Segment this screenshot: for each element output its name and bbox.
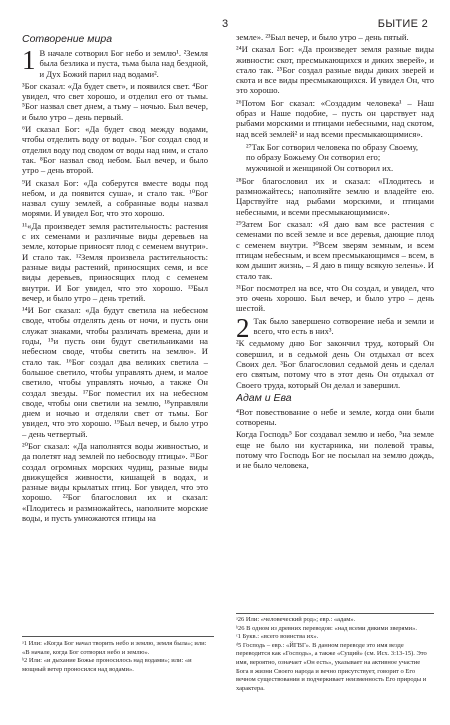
verse-paragraph: ²К седьмому дню Бог закончил труд, который Он совершил, и в седьмой день Он отдыхал от всех Своих дел. ³Бог благословил седьмой день и сделал его святым, потому что в этот день Он отдыхал от Своего труда, который Он делал и завершил. [236, 338, 434, 390]
poem-line: по образу Божьему Он сотворил его; [246, 152, 381, 163]
verse-paragraph: ⁶И сказал Бог: «Да будет свод между водами, чтобы отделить воду от воды». ⁷Бог создал свод и отделил воду под сводом от воды над ним, и стало так. ⁸Бог назвал свод небом. Был вечер, и было утро – день второй. [22, 124, 208, 176]
footnote: ᶜ1 Букв.: «всего воинства их». [236, 633, 319, 641]
left-column [22, 32, 208, 628]
running-head: БЫТИЕ 2 [377, 18, 428, 30]
verse-paragraph: ¹¹«Да произведет земля растительность: растения с их семенами и различные виды деревьев на земле, которые приносят плод с семенем внутри». И стало так. ¹²Земля произвела растительность: разные виды растений, приносящих семя, и все виды деревьев, приносящих плод с семенем внутри. И Бог увидел, что это хорошо. ¹³Был вечер, и было утро – день третий. [22, 220, 208, 303]
poem-line: мужчиной и женщиной Он сотворил их. [246, 162, 394, 173]
section-heading: Адам и Ева [236, 391, 292, 404]
verse-paragraph: ⁹И сказал Бог: «Да соберутся вместе воды под небом, и да появится суша», и стало так. ¹⁰Бог назвал сушу землей, а собранные воды назвал морями. И увидел Бог, что это хорошо. [22, 177, 208, 219]
footnotes-left [22, 640, 214, 674]
verse-paragraph: ³¹Бог посмотрел на все, что Он создал, и увидел, что это очень хорошо. Был вечер, и было утро – день шестой. [236, 282, 434, 314]
verse-paragraph: ²⁴И сказал Бог: «Да произведет земля разные виды живности: скот, пресмыкающихся и диких зверей», и стало так. ²⁵Бог создал разные виды диких зверей и скота и все виды пресмыкающихся. И увидел Он, что это хорошо. [236, 44, 434, 96]
verse-paragraph: ²⁶Потом Бог сказал: «Создадим человека¹ – Наш образ и Наше подобие, – пусть он царствует над рыбами морскими и птицами небесными, над скотом, над всей землей² и над всеми пресмыкающимися». [236, 97, 434, 139]
footnote-divider [236, 613, 434, 614]
footnote: ᵃ1 Или: «Когда Бог начал творить небо и землю, земля была»; или: «В начале, когда Бог сотворил небо и землю». [22, 640, 207, 656]
verse-paragraph: Когда Господь⁵ Бог создавал землю и небо, ⁵на земле еще не было ни кустарника, ни полевой травы, потому что Господь Бог не посылал на землю дождь, и не было человека, [236, 429, 434, 471]
page-number: 3 [221, 18, 229, 30]
poetic-verse [246, 142, 434, 173]
chapter-number: 1 [22, 45, 36, 75]
chapter-number: 2 [236, 312, 250, 343]
poem-line: ²⁷Так Бог сотворил человека по образу Своему, [246, 141, 419, 152]
verse-paragraph: ³Бог сказал: «Да будет свет», и появился свет. ⁴Бог увидел, что свет хорошо, и отделил его от тьмы. ⁵Бог назвал свет днем, а тьму – ночью. Был вечер, и было утро – день первый. [22, 80, 208, 122]
verse-paragraph: ²⁹Затем Бог сказал: «Я даю вам все растения с семенами по всей земле и все деревья, дающие плод с семенем внутри. ³⁰Всем зверям земным, и всем птицам небесным, и всем пресмыкающимся – всем, в ком дышит жизнь, – Я даю в пищу всякую зелень». И стало так. [236, 219, 434, 281]
footnote: ᵈ5 Господь – евр.: «ЙГВГ». В данном переводе это имя везде переводится как «Господь», а также «Сущий» (см. Исх. 3:13-15). Это имя, вероятно, означает «Он есть», указывает на активное участие Бога в жизни Своего народа и вечно присутствует, говорит о Его вечном существовании и подчеркивает неизменность Его природы и характера. [236, 641, 427, 692]
verse-paragraph: ⁴Вот повествование о небе и земле, когда они были сотворены. [236, 406, 434, 428]
verse-paragraph: В начале сотворил Бог небо и землю¹. ²Земля была безлика и пуста, тьма была над бездной, и Дух Божий парил над водами². [39, 48, 208, 79]
verse-paragraph: ²⁸Бог благословил их и сказал: «Плодитесь и размножайтесь; наполняйте землю и владейте ею. Царствуйте над рыбами морскими, и птицами небесными, и всеми пресмыкающимися». [236, 175, 434, 217]
footnote: ᵃ26 Или: «человеческий род»; евр.: «адам». [236, 616, 356, 623]
verse-paragraph: ¹⁴И Бог сказал: «Да будут светила на небесном своде, чтобы отделять день от ночи, и пусть они служат знаками, чтобы различать времена, дни и годы, ¹⁵и пусть они будут светильниками на небесном своде, чтобы светить на землю». И стало так. ¹⁶Бог создал два великих светила – большое светило, чтобы управлять днем, и малое светило, чтобы управлять ночью, а также Он создал звезды. ¹⁷Бог поместил их на небесном своде, чтобы они светили на землю, ¹⁸управляли днем и ночью и отделяли свет от тьмы. Бог увидел, что это хорошо. ¹⁹Был вечер, и было утро – день четвертый. [22, 305, 208, 439]
verse-paragraph: Так было завершено сотворение неба и земли и всего, что есть в них³. [253, 315, 434, 337]
footnote-divider [22, 636, 214, 637]
footnote: ᵇ2 Или: «и дыхание Божье проносилось над водами»; или: «и мощный ветер проносился над водами». [22, 657, 192, 673]
verse-paragraph: ²⁰Бог сказал: «Да наполнятся воды живностью, и да полетят над землей по небосводу птицы». ²¹Бог создал огромных морских чудищ, разные виды движущейся живности, кишащей в водах, и разные виды крылатых птиц. Бог увидел, что это хорошо. ²²Бог благословил их и сказал: «Плодитесь и размножайтесь, наполните морские воды, и пусть умножаются птицы на [22, 440, 208, 524]
verse-paragraph: земле». ²³Был вечер, и было утро – день пятый. [236, 32, 409, 42]
right-column [236, 32, 434, 612]
footnotes-right [236, 616, 434, 693]
section-heading: Сотворение мира [22, 33, 113, 45]
footnote: ᵇ26 В одном из древних переводов: «над всеми дикими зверями». [236, 624, 417, 632]
